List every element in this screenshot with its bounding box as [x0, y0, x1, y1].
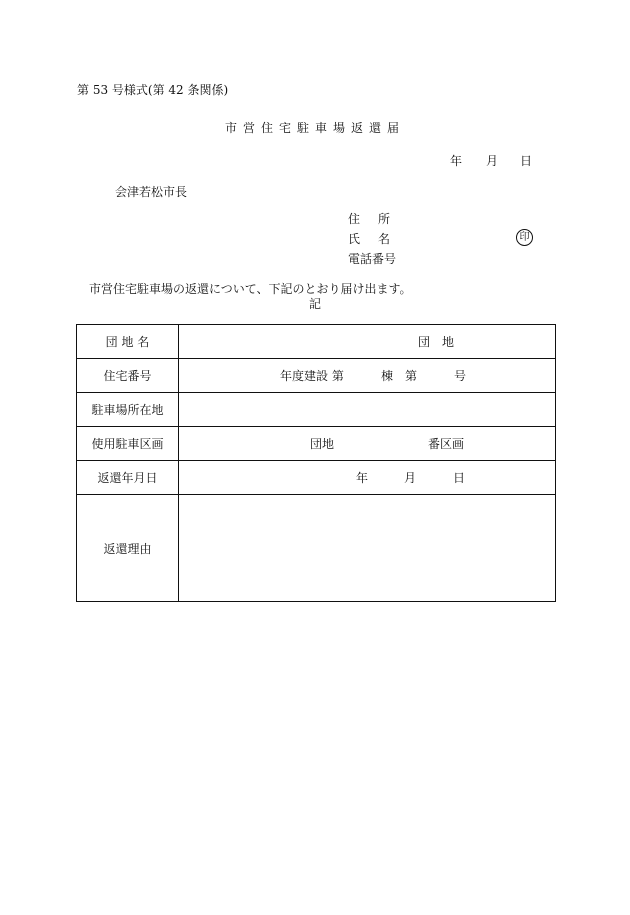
applicant-address-label: 住所: [348, 212, 409, 226]
return-day: 日: [453, 470, 466, 485]
table-row-danchi: [77, 325, 556, 359]
table-row-kukaku: [77, 427, 556, 461]
table-row-jutaku: [77, 359, 556, 393]
location-field[interactable]: [179, 393, 556, 427]
applicant-name-label: 氏名: [348, 232, 409, 246]
jutaku-gou: 号: [454, 368, 467, 383]
jutaku-field[interactable]: [179, 359, 556, 393]
date-day-label: 日: [520, 154, 533, 168]
date-label: 返還年月日: [77, 461, 179, 495]
date-field[interactable]: [179, 461, 556, 495]
danchi-suffix: 団 地: [418, 334, 455, 349]
table-row-date: [77, 461, 556, 495]
danchi-field[interactable]: [179, 325, 556, 359]
kukaku-field[interactable]: [179, 427, 556, 461]
return-form-table: [76, 324, 556, 602]
jutaku-label: 住宅番号: [77, 359, 179, 393]
return-year: 年: [356, 470, 369, 485]
reason-label: 返還理由: [77, 495, 179, 602]
kukaku-danchi: 団地: [310, 436, 335, 451]
addressee: 会津若松市長: [115, 185, 188, 199]
location-label: 駐車場所在地: [77, 393, 179, 427]
statement-text: 市営住宅駐車場の返還について、下記のとおり届け出ます。: [89, 282, 412, 296]
kukaku-bangou: 番区画: [428, 436, 465, 451]
reason-field[interactable]: [179, 495, 556, 602]
form-number: 第 53 号様式(第 42 条関係): [77, 83, 229, 97]
seal-mark: 印: [516, 229, 533, 246]
return-month: 月: [404, 470, 417, 485]
danchi-label: 団 地 名: [77, 325, 179, 359]
kukaku-label: 使用駐車区画: [77, 427, 179, 461]
applicant-phone-label: 電話番号: [348, 252, 397, 266]
table-row-reason: [77, 495, 556, 602]
table-row-location: [77, 393, 556, 427]
jutaku-nendo: 年度建設 第: [280, 368, 344, 383]
jutaku-dai: 第: [405, 368, 418, 383]
jutaku-mune: 棟: [381, 368, 394, 383]
date-year-label: 年: [450, 154, 463, 168]
date-month-label: 月: [486, 154, 499, 168]
ki-heading: 記: [309, 297, 322, 311]
document-title: 市営住宅駐車場返還届: [224, 121, 405, 135]
